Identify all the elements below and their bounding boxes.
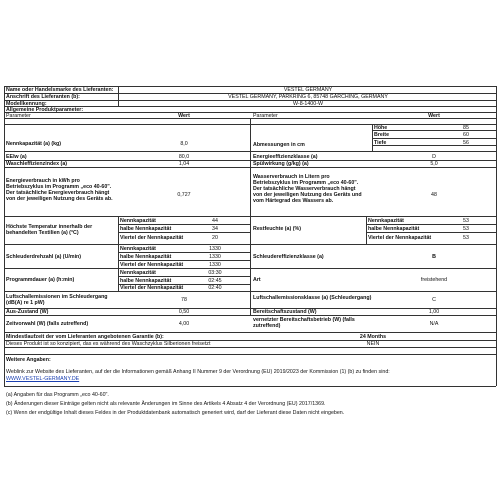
temp-sub-label: Nennkapazität <box>120 217 156 224</box>
general-params-heading: Allgemeine Produktparameter: <box>6 106 84 113</box>
noise-value: 78 <box>181 297 187 303</box>
subrow-line <box>366 224 496 225</box>
moisture-label: Restfeuchte (a) (%) <box>253 226 301 232</box>
capacity-label: Nennkapazität (a) (kg) <box>6 141 62 147</box>
model-label: Modellkennung: <box>6 100 47 107</box>
dimension-sub-label: Höhe <box>374 124 388 131</box>
border-line <box>118 86 119 107</box>
subrow-line <box>372 138 496 139</box>
temp-sub-value: 34 <box>212 225 218 232</box>
moisture-sub-value: 53 <box>463 217 469 224</box>
subrow-line <box>366 232 496 233</box>
subrow-line <box>118 260 250 261</box>
energy-consumption-label: Energieverbrauch in kWh pro Betriebszyklus im Programm „eco 40-60". Der tatsächliche Energieverbrauch hängt von der jeweiligen Nutzung des Geräts ab. <box>6 178 113 202</box>
rinsing-label: Spülwirkung (g/kg) (a) <box>253 161 309 167</box>
dimension-sub-value: 85 <box>463 124 469 131</box>
water-consumption-label: Wasserverbrauch in Litern pro Betriebszyklus im Programm „eco 40-60". Der tatsächliche Wasserverbrauch hängt von der jeweiligen Nutzung des Geräts und vom Härtegrad des Wassers ab. <box>253 174 362 204</box>
off-mode-value: 0,50 <box>178 309 190 315</box>
off-mode-label: Aus-Zustand (W) <box>6 309 49 315</box>
standby-value: 1,00 <box>428 309 440 315</box>
footnote-b: (b) Änderungen dieser Einträge gelten nicht als relevante Änderungen im Sinne des Artikels 4 Absatz 4 der Verordnung (EU) 2017/1369. <box>6 401 326 407</box>
supplier-name-label: Name oder Handelsmarke des Lieferanten: <box>6 87 114 93</box>
moisture-sub-label: halbe Nennkapazität <box>368 225 420 232</box>
max-temperature-label: Höchste Temperatur innerhalb der behandelten Textilien (a) (°C) <box>6 224 93 236</box>
param-header-left: Parameter <box>6 112 31 119</box>
border-line <box>4 347 496 348</box>
temp-sub-label: Viertel der Nennkapazität <box>120 234 184 241</box>
capacity-value: 8,0 <box>180 141 188 147</box>
spin-class-label: Schleudereffizienzklasse (a) <box>253 254 324 260</box>
subrow-line <box>118 252 250 253</box>
subrow-line <box>118 224 250 225</box>
moisture-sub-value: 53 <box>463 225 469 232</box>
guarantee-label: Mindestlaufzeit der vom Lieferanten angebotenen Garantie (b): <box>6 333 164 340</box>
supplier-website-link[interactable]: WWW.VESTEL-GERMANY.DE <box>6 376 80 382</box>
eei-value: 80,0 <box>178 154 190 160</box>
standby-label: Bereitschaftszustand (W) <box>253 309 317 315</box>
duration-sub-value: 02:45 <box>208 277 222 284</box>
silver-ions-label: Dieses Produkt ist so konzipiert, das es während des Waschzyklus Silberionen freisetzt <box>6 340 211 347</box>
dimension-sub-label: Breite <box>374 132 390 138</box>
subrow-line <box>118 276 250 277</box>
border-line <box>496 86 497 386</box>
moisture-sub-label: Nennkapazität <box>368 217 404 224</box>
program-duration-label: Programmdauer (a) (h:min) <box>6 277 75 283</box>
networked-standby-value: N/A <box>429 321 439 327</box>
moisture-sub-label: Viertel der Nennkapazität <box>368 234 432 241</box>
eei-label: EEIw (a) <box>6 154 27 160</box>
border-line <box>372 124 373 151</box>
temp-sub-value: 20 <box>212 234 218 241</box>
temp-sub-value: 44 <box>212 217 218 224</box>
dimension-sub-label: Tiefe <box>374 139 387 146</box>
duration-sub-label: Nennkapazität <box>120 269 156 276</box>
dimension-sub-value: 56 <box>463 139 469 146</box>
spin-sub-value: 1330 <box>209 245 221 252</box>
footnote-c: (c) Wenn der endgültige Inhalt dieses Feldes in der Produktdatenbank automatisch generiert wird, darf der Lieferant diese Daten nicht eingeben. <box>6 410 345 416</box>
value-header-left: Wert <box>178 112 190 119</box>
border-line <box>4 86 5 386</box>
type-label: Art <box>253 277 261 283</box>
spin-sub-value: 1330 <box>209 253 221 260</box>
dimensions-label: Abmessungen in cm <box>253 142 305 148</box>
wash-efficiency-label: Waschleffizienzindex (a) <box>6 161 68 167</box>
silver-ions-value: NEIN <box>366 340 380 347</box>
border-line <box>366 216 367 244</box>
supplier-address-label: Anschrift des Lieferanten (b): <box>6 94 80 100</box>
type-value: freistehend <box>420 277 448 283</box>
temp-sub-label: halbe Nennkapazität <box>120 225 172 232</box>
energy-class-value: D <box>432 154 436 160</box>
spin-class-value: B <box>432 254 436 260</box>
spin-sub-label: Viertel der Nennkapazität <box>120 261 184 268</box>
energy-consumption-value: 0,727 <box>177 192 191 198</box>
supplier-name-value: VESTEL GERMANY <box>283 87 333 93</box>
noise-class-value: C <box>432 297 436 303</box>
border-line <box>4 315 496 316</box>
duration-sub-value: 02:40 <box>208 285 222 292</box>
supplier-address-value: VESTEL GERMANY, PARKRING 6, 85748 GARCHING, GERMANY <box>228 94 388 100</box>
networked-standby-label: vernetzter Bereitschaftsbetrieb (W) (falls zutreffend) <box>253 317 355 329</box>
spin-sub-label: halbe Nennkapazität <box>120 253 172 260</box>
rinsing-value: 5,0 <box>430 161 438 167</box>
subrow-line <box>118 232 250 233</box>
water-consumption-value: 48 <box>431 192 437 198</box>
further-info-heading: Weitere Angaben: <box>6 357 51 363</box>
guarantee-value: 24 Months <box>359 333 387 340</box>
border-line <box>118 216 119 291</box>
spin-sub-value: 1330 <box>209 261 221 268</box>
spin-sub-label: Nennkapazität <box>120 245 156 252</box>
dimension-sub-value: 60 <box>463 132 469 138</box>
noise-label: Luftschallemissionen im Schleudergang (dB(A) re 1 pW) <box>6 294 108 306</box>
wash-efficiency-value: 1,04 <box>178 161 190 167</box>
border-line <box>4 354 496 355</box>
border-line <box>4 386 496 387</box>
delay-start-label: Zeitvorwahl (W) (falls zutreffend) <box>6 321 89 327</box>
spin-speed-label: Schleuderdrehzahl (a) (U/min) <box>6 253 82 260</box>
moisture-sub-value: 53 <box>463 234 469 241</box>
duration-sub-label: halbe Nennkapazität <box>120 277 172 284</box>
value-header-right: Wert <box>428 112 440 119</box>
weblink-text: Weblink zur Website des Lieferanten, auf der die Informationen gemäß Anhang II Nummer 9 der Verordnung (EU) 2019/2023 der Kommission (1) (b) zu finden sind: <box>6 369 390 375</box>
duration-sub-value: 03:30 <box>208 269 222 276</box>
param-header-right: Parameter <box>253 112 278 119</box>
noise-class-label: Luftschallemissionsklasse (a) (Schleudergang) <box>253 295 372 301</box>
model-value: W-8-1400-W <box>293 100 323 107</box>
border-line <box>250 118 251 315</box>
duration-sub-label: Viertel der Nennkapazität <box>120 285 184 292</box>
footnote-a: (a) Angaben für das Programm „eco 40-60". <box>6 392 109 398</box>
delay-start-value: 4,00 <box>178 321 190 327</box>
energy-class-label: Energieeffizienzklasse (a) <box>253 154 318 160</box>
